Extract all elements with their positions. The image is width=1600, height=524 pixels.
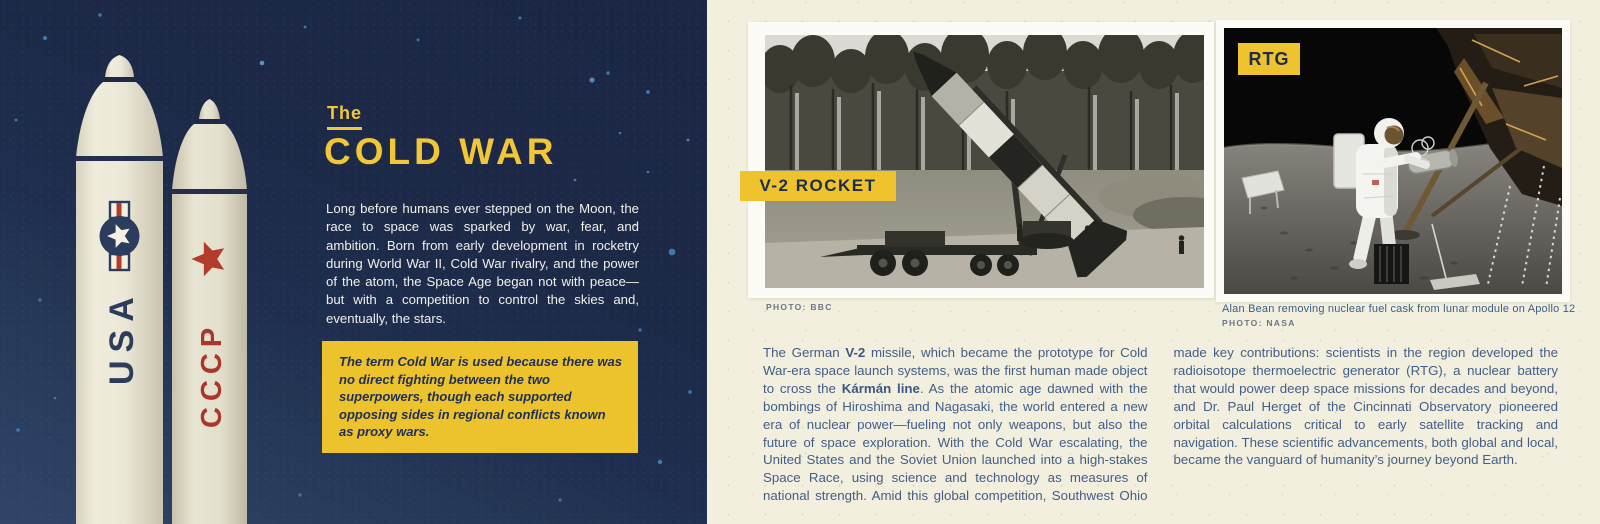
usa-rocket-illustration [74, 55, 165, 524]
rtg-photo-label: RTG [1238, 43, 1300, 75]
page-title: COLD WAR [324, 131, 558, 172]
v2-photo-credit: PHOTO: BBC [766, 302, 833, 312]
article-text-segment: . As the atomic age dawned with the bombings of Hiroshima and Nagasaki, the world entered a new era of nuclear power—fueling not only weapons, but also the future of space exploration. With the Cold War escalating, the United States and the Soviet Union launched into a high-stakes Space Race, using science and technology as measures of national strength. Amid this global competition, Southwest Ohio made key contributions: scientists in the region developed the radioisotope thermoelectric generator (RTG), a nuclear battery that would power deep space missions for decades and beyond, and Dr. Paul Herget of the Cincinnati Observatory pioneered orbital calculations critical to early satellite tracking and navigation. These scientific advancements, both global and local, became the vanguard of humanity’s journey beyond Earth. [763, 345, 1558, 504]
cold-war-intro-panel [0, 0, 707, 524]
rtg-photo-caption: Alan Bean removing nuclear fuel cask from lunar module on Apollo 12 [1222, 303, 1576, 315]
rtg-photo-credit: PHOTO: NASA [1222, 318, 1296, 328]
tracked-vehicle [1020, 221, 1074, 249]
v2-bold-term: V-2 [845, 345, 866, 360]
intro-paragraph: Long before humans ever stepped on the Moon, the race to space was sparked by war, fear, and ambition. Born from early development in rocketry during World War II, Cold War rivalry, and the power of the atom, the Space Age began not with peace—but with a competition to control the skies and, eventually, the stars. [326, 201, 639, 326]
v2-rocket-photo-scene [765, 35, 1204, 288]
space-race-article-panel [707, 0, 1600, 524]
article-body [763, 344, 1558, 508]
proxy-war-callout: The term Cold War is used because there was no direct fighting between the two superpowers, though each supported opposing sides in regional conflicts known as proxy wars. [322, 341, 638, 453]
article-text-segment: missile, which became the prototype for Cold War-era space launch systems, was the first human made object to cross the [763, 345, 1148, 396]
cccp-rocket-illustration [170, 99, 249, 524]
cccp-rocket-label: CCCP [196, 321, 228, 428]
title-eyebrow: The [327, 103, 362, 130]
article-text-segment: The German [763, 345, 846, 360]
usa-rocket-label: USA [103, 289, 141, 385]
v2-rocket-photo-label: V-2 ROCKET [740, 171, 896, 201]
v2-rocket-photo [748, 22, 1214, 298]
karman-line-bold-term: Kármán line [841, 380, 920, 396]
